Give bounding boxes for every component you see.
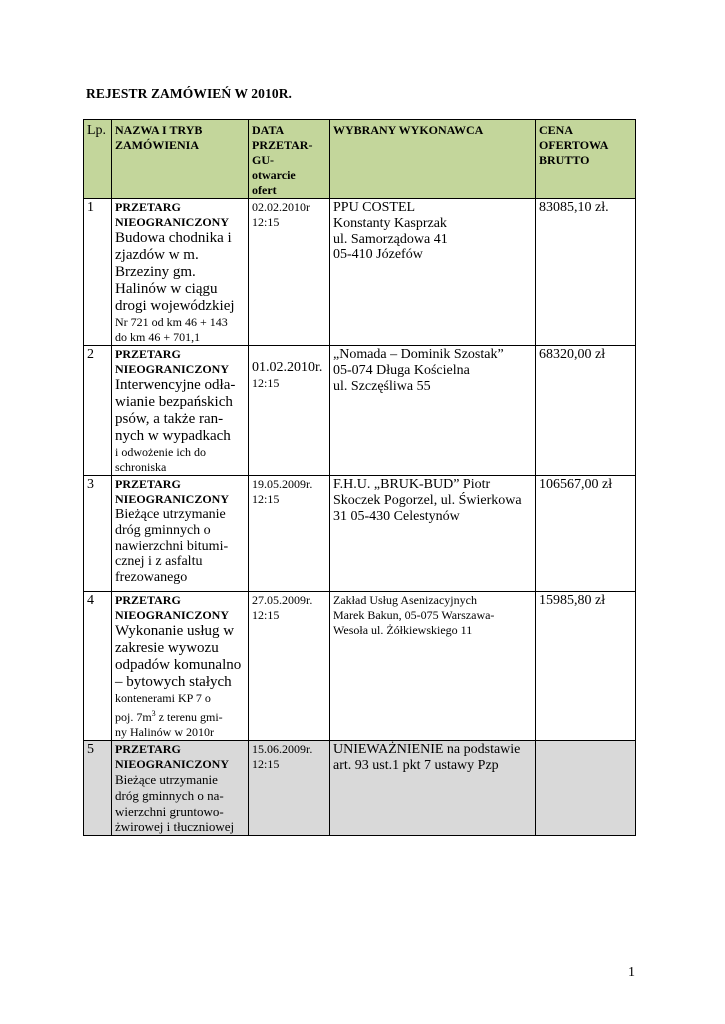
table-row	[84, 592, 636, 741]
row-lp: 5	[84, 741, 112, 836]
header-lp: Lp.	[84, 120, 112, 199]
row-date: 15.06.2009r. 12:15	[249, 741, 330, 836]
row-contractor: UNIEWAŻNIENIE na podstawie art. 93 ust.1 pkt 7 ustawy Pzp	[330, 741, 536, 836]
row-contractor: PPU COSTEL Konstanty Kasprzak ul. Samorządowa 41 05-410 Józefów	[330, 199, 536, 346]
row-description: PRZETARG NIEOGRANICZONY Bieżące utrzymanie dróg gminnych o nawierzchni bitumi- cznej i z asfaltu frezowanego	[112, 476, 249, 592]
row-lp: 4	[84, 592, 112, 741]
row-description: PRZETARG NIEOGRANICZONY Wykonanie usług w zakresie wywozu odpadów komunalno – bytowych stałych kontenerami KP 7 o poj. $7m^3$ z terenu gmi- ny Halinów w 2010r	[112, 592, 249, 741]
row-contractor: F.H.U. „BRUK-BUD” Piotr Skoczek Pogorzel, ul. Świerkowa 31 05-430 Celestynów	[330, 476, 536, 592]
row-price: 15985,80 zł	[536, 592, 636, 741]
row-lp: 2	[84, 346, 112, 476]
row-contractor: „Nomada – Dominik Szostak” 05-074 Długa Kościelna ul. Szczęśliwa 55	[330, 346, 536, 476]
document-title: REJESTR ZAMÓWIEŃ W 2010R.	[86, 86, 293, 101]
row-price: 68320,00 zł	[536, 346, 636, 476]
row-date: 02.02.2010r 12:15	[249, 199, 330, 346]
row-description: PRZETARG NIEOGRANICZONY Bieżące utrzymanie dróg gminnych o na- wierzchni gruntowo- żwirowej i tłuczniowej	[112, 741, 249, 836]
row-lp: 3	[84, 476, 112, 592]
header-price: CENA OFERTOWA BRUTTO	[536, 120, 636, 199]
table-header-row	[84, 120, 636, 199]
row-price: 83085,10 zł.	[536, 199, 636, 346]
table-row	[84, 346, 636, 476]
row-date: 01.02.2010r. 12:15	[249, 346, 330, 476]
row-description: PRZETARG NIEOGRANICZONY Budowa chodnika i zjazdów w m. Brzeziny gm. Halinów w ciągu drogi wojewódzkiej Nr 721 od km 46 + 143 do km 46 + 701,1	[112, 199, 249, 346]
header-contractor: WYBRANY WYKONAWCA	[330, 120, 536, 199]
row-lp: 1	[84, 199, 112, 346]
table-row	[84, 476, 636, 592]
row-description: PRZETARG NIEOGRANICZONY Interwencyjne odła- wianie bezpańskich psów, a także ran- nych w wypadkach i odwożenie ich do schroniska	[112, 346, 249, 476]
row-contractor: Zakład Usług Asenizacyjnych Marek Bakun, 05-075 Warszawa- Wesoła ul. Żółkiewskiego 11	[330, 592, 536, 741]
row-date: 27.05.2009r. 12:15	[249, 592, 330, 741]
header-date: DATA PRZETAR- GU- otwarcie ofert	[249, 120, 330, 199]
page-number: 1	[628, 965, 635, 980]
row-date: 19.05.2009r. 12:15	[249, 476, 330, 592]
header-name: NAZWA I TRYB ZAMÓWIENIA	[112, 120, 249, 199]
row-price	[536, 741, 636, 836]
row-price: 106567,00 zł	[536, 476, 636, 592]
orders-register-table	[83, 119, 636, 836]
table-row	[84, 199, 636, 346]
table-row	[84, 741, 636, 836]
